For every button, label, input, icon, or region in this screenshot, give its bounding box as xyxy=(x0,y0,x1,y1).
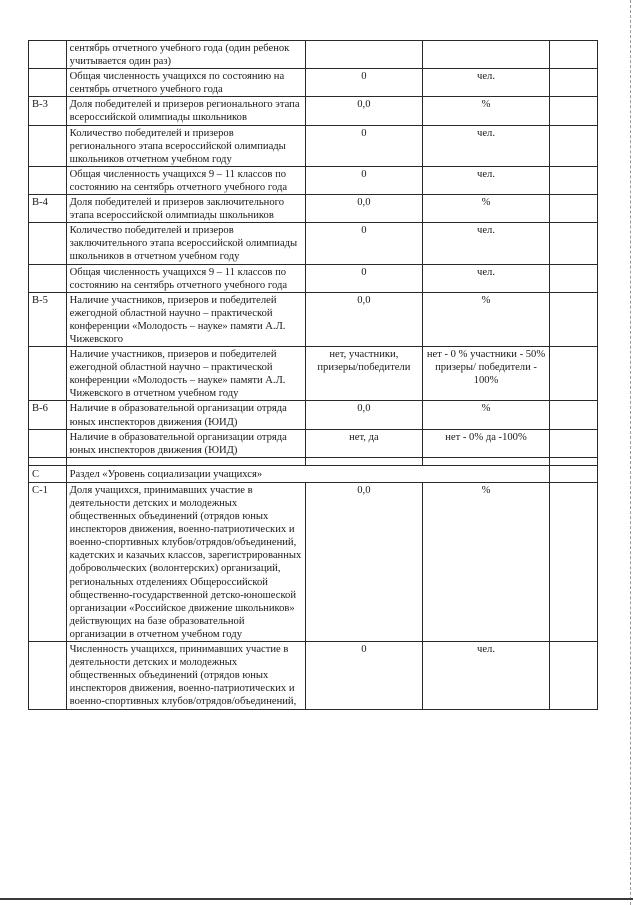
row-code xyxy=(29,429,67,457)
row-code: С-1 xyxy=(29,482,67,641)
row-code: В-6 xyxy=(29,401,67,429)
page-bottom-rule xyxy=(0,898,633,900)
table-row xyxy=(29,69,598,97)
row-unit: нет - 0 % участники - 50% призеры/ победители - 100% xyxy=(422,347,549,401)
table-row xyxy=(29,125,598,166)
row-extra-cell xyxy=(550,347,598,401)
row-extra-cell xyxy=(550,69,598,97)
spacer-cell xyxy=(29,457,67,465)
row-extra-cell xyxy=(550,223,598,264)
row-value: нет, да xyxy=(305,429,422,457)
row-code xyxy=(29,347,67,401)
section-code: С xyxy=(29,465,67,482)
table-row xyxy=(29,292,598,346)
spacer-cell xyxy=(550,457,598,465)
table-row xyxy=(29,223,598,264)
row-value: 0 xyxy=(305,166,422,194)
row-unit: чел. xyxy=(422,642,549,709)
table-row xyxy=(29,97,598,125)
row-code xyxy=(29,166,67,194)
row-value xyxy=(305,41,422,69)
spacer-cell xyxy=(422,457,549,465)
row-code: В-3 xyxy=(29,97,67,125)
row-value: 0 xyxy=(305,642,422,709)
row-unit: % xyxy=(422,97,549,125)
row-code xyxy=(29,223,67,264)
row-value: нет, участники, призеры/победители xyxy=(305,347,422,401)
row-description: сентябрь отчетного учебного года (один ребенок учитывается один раз) xyxy=(66,41,305,69)
row-unit: % xyxy=(422,401,549,429)
row-code xyxy=(29,41,67,69)
row-description: Наличие в образовательной организации отряда юных инспекторов движения (ЮИД) xyxy=(66,401,305,429)
row-extra-cell xyxy=(550,401,598,429)
table-row xyxy=(29,347,598,401)
table-row xyxy=(29,264,598,292)
row-extra-cell xyxy=(550,166,598,194)
row-extra-cell xyxy=(550,97,598,125)
row-unit xyxy=(422,41,549,69)
row-unit: чел. xyxy=(422,166,549,194)
row-description: Численность учащихся, принимавших участие в деятельности детских и молодежных общественных объединений (отрядов юных инспекторов движения, военно-патриотических и военно-спортивных клубов/отрядов/объединений, xyxy=(66,642,305,709)
row-value: 0,0 xyxy=(305,97,422,125)
row-description: Доля учащихся, принимавших участие в деятельности детских и молодежных общественных объединений (отрядов юных инспекторов движения, военно-патриотических и военно-спортивных клубов/отрядов/объединений, кадетских и казачьих классов, зарегистрированных добровольческих (волонтерских) организаций, региональных отделениях Общероссийской общественно-государственной детско-юношеской организации «Российское движение школьников» действующих на базе образовательной организации в отчетном учебном году xyxy=(66,482,305,641)
row-value: 0 xyxy=(305,264,422,292)
row-code xyxy=(29,125,67,166)
row-unit: чел. xyxy=(422,69,549,97)
row-code xyxy=(29,642,67,709)
row-extra-cell xyxy=(550,292,598,346)
row-extra-cell xyxy=(550,642,598,709)
table-row xyxy=(29,642,598,709)
row-value: 0,0 xyxy=(305,401,422,429)
table-row xyxy=(29,401,598,429)
row-description: Общая численность учащихся 9 – 11 классов по состоянию на сентябрь отчетного учебного года xyxy=(66,264,305,292)
row-description: Наличие участников, призеров и победителей ежегодной областной научно – практической конференции «Молодость – науке» памяти А.Л. Чижевского xyxy=(66,292,305,346)
spacer-row xyxy=(29,457,598,465)
row-extra-cell xyxy=(550,264,598,292)
spacer-cell xyxy=(305,457,422,465)
spacer-cell xyxy=(66,457,305,465)
row-extra-cell xyxy=(550,125,598,166)
row-code xyxy=(29,69,67,97)
row-unit: чел. xyxy=(422,223,549,264)
row-value: 0,0 xyxy=(305,195,422,223)
scan-edge-line xyxy=(629,0,631,905)
row-value: 0 xyxy=(305,125,422,166)
row-unit: % xyxy=(422,292,549,346)
row-description: Наличие участников, призеров и победителей ежегодной областной научно – практической конференции «Молодость – науке» памяти А.Л. Чижевского в отчетном учебном году xyxy=(66,347,305,401)
row-extra-cell xyxy=(550,465,598,482)
row-value: 0 xyxy=(305,69,422,97)
row-unit: % xyxy=(422,482,549,641)
row-description: Общая численность учащихся 9 – 11 классов по состоянию на сентябрь отчетного учебного года xyxy=(66,166,305,194)
row-description: Наличие в образовательной организации отряда юных инспекторов движения (ЮИД) xyxy=(66,429,305,457)
row-extra-cell xyxy=(550,482,598,641)
table-row xyxy=(29,41,598,69)
row-value: 0,0 xyxy=(305,292,422,346)
row-unit: чел. xyxy=(422,125,549,166)
table-row xyxy=(29,195,598,223)
row-unit: чел. xyxy=(422,264,549,292)
indicators-table xyxy=(28,40,598,710)
row-description: Количество победителей и призеров регионального этапа всероссийской олимпиады школьников отчетном учебном году xyxy=(66,125,305,166)
row-description: Доля победителей и призеров заключительного этапа всероссийской олимпиады школьников xyxy=(66,195,305,223)
table-row xyxy=(29,482,598,641)
row-extra-cell xyxy=(550,41,598,69)
row-description: Количество победителей и призеров заключительного этапа всероссийской олимпиады школьников в отчетном учебном году xyxy=(66,223,305,264)
section-title: Раздел «Уровень социализации учащихся» xyxy=(66,465,549,482)
row-description: Доля победителей и призеров регионального этапа всероссийской олимпиады школьников xyxy=(66,97,305,125)
row-extra-cell xyxy=(550,429,598,457)
table-row xyxy=(29,166,598,194)
row-value: 0,0 xyxy=(305,482,422,641)
row-value: 0 xyxy=(305,223,422,264)
row-description: Общая численность учащихся по состоянию на сентябрь отчетного учебного года xyxy=(66,69,305,97)
row-unit: % xyxy=(422,195,549,223)
row-extra-cell xyxy=(550,195,598,223)
table-row xyxy=(29,429,598,457)
row-code xyxy=(29,264,67,292)
section-header-row xyxy=(29,465,598,482)
row-code: В-5 xyxy=(29,292,67,346)
row-code: В-4 xyxy=(29,195,67,223)
row-unit: нет - 0% да -100% xyxy=(422,429,549,457)
